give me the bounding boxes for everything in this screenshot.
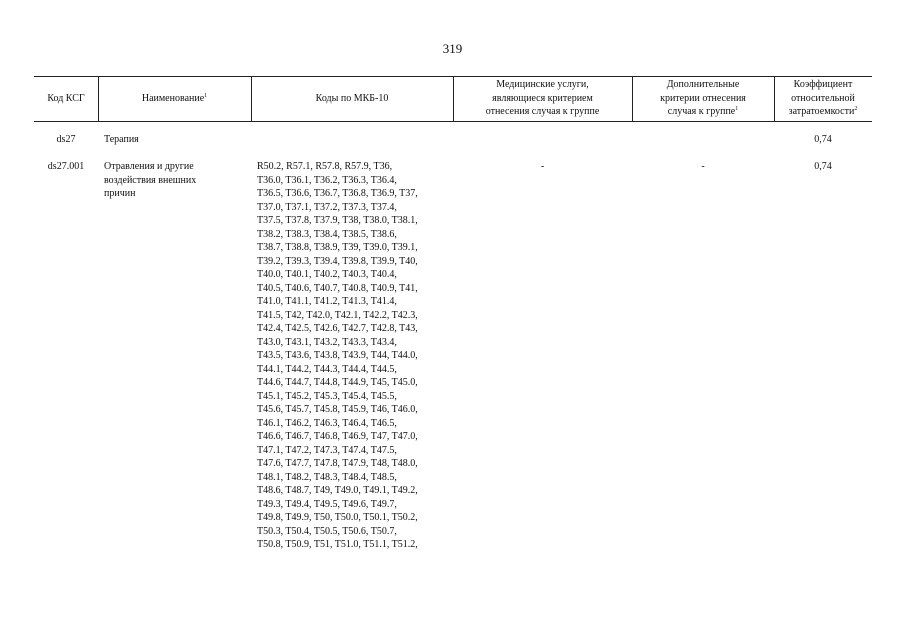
icd-code-line: T46.6, T46.7, T46.8, T46.9, T47, T47.0,: [257, 431, 418, 442]
row-services-value: -: [540, 161, 545, 172]
row-code-value: ds27.001: [47, 161, 85, 172]
header-icd-label: Коды по МКБ-10: [315, 93, 389, 104]
icd-code-line: T44.1, T44.2, T44.3, T44.4, T44.5,: [257, 363, 397, 375]
header-coef-line: затратоемкости: [788, 106, 855, 117]
header-coef-line: относительной: [791, 92, 855, 104]
icd-code-line: T41.0, T41.1, T41.2, T41.3, T41.4,: [257, 296, 397, 307]
row-coef-value: 0,74: [814, 134, 832, 145]
icd-code-line: T42.4, T42.5, T42.6, T42.7, T42.8, T43,: [257, 323, 418, 334]
header-icd: [251, 92, 453, 106]
icd-code-line: R50.2, R57.1, R57.8, R57.9, T36,: [257, 161, 393, 172]
icd-code-line: T50.8, T50.9, T51, T51.0, T51.1, T51.2,: [257, 539, 418, 550]
icd-code-line: T43.0, T43.1, T43.2, T43.3, T43.4,: [257, 336, 397, 348]
row-services: [453, 160, 632, 174]
table-header-bottom-rule: [34, 121, 872, 122]
row-code-value: ds27: [56, 134, 76, 145]
icd-code-line: T40.5, T40.6, T40.7, T40.8, T40.9, T41,: [257, 282, 418, 294]
icd-code-line: T36.5, T36.6, T36.7, T36.8, T36.9, T37,: [257, 188, 418, 199]
row-name-line: причин: [104, 188, 136, 199]
icd-code-line: T37.0, T37.1, T37.2, T37.3, T37.4,: [257, 201, 397, 213]
row-code: [34, 160, 98, 174]
header-code: [34, 92, 98, 106]
icd-code-line: T45.1, T45.2, T45.3, T45.4, T45.5,: [257, 390, 397, 402]
icd-code-line: T46.1, T46.2, T46.3, T46.4, T46.5,: [257, 417, 397, 429]
icd-code-line: T41.5, T42, T42.0, T42.1, T42.2, T42.3,: [257, 309, 418, 321]
icd-code-line: T43.5, T43.6, T43.8, T43.9, T44, T44.0,: [257, 350, 418, 361]
icd-code-line: T49.8, T49.9, T50, T50.0, T50.1, T50.2,: [257, 512, 418, 523]
row-name-line: воздействия внешних: [104, 174, 197, 186]
icd-code-line: T48.1, T48.2, T48.3, T48.4, T48.5,: [257, 471, 397, 483]
icd-code-line: T37.5, T37.8, T37.9, T38, T38.0, T38.1,: [257, 215, 418, 226]
header-extra: [632, 78, 774, 119]
icd-code-line: T45.6, T45.7, T45.8, T45.9, T46, T46.0,: [257, 404, 418, 415]
icd-code-line: T47.6, T47.7, T47.8, T47.9, T48, T48.0,: [257, 458, 418, 469]
row-extra: [632, 160, 774, 174]
row-coef-value: 0,74: [814, 161, 832, 172]
header-extra-line: Дополнительные: [666, 79, 740, 90]
header-services-line: являющиеся критерием: [492, 92, 593, 104]
header-services-line: отнесения случая к группе: [485, 106, 600, 117]
header-name-label: Наименование: [141, 93, 205, 104]
footnote-marker: 2: [854, 106, 858, 112]
icd-code-line: T40.0, T40.1, T40.2, T40.3, T40.4,: [257, 269, 397, 280]
row-coef: [774, 160, 872, 174]
page-number: 319: [442, 41, 463, 56]
header-coef-line: Коэффициент: [793, 79, 853, 90]
row-name: [104, 133, 249, 147]
header-extra-line: критерии отнесения: [660, 92, 746, 104]
icd-code-line: T47.1, T47.2, T47.3, T47.4, T47.5,: [257, 444, 397, 456]
header-extra-line: случая к группе: [667, 106, 736, 117]
footnote-marker: 1: [204, 93, 208, 99]
row-name-line: Терапия: [104, 134, 139, 145]
icd-code-line: T49.3, T49.4, T49.5, T49.6, T49.7,: [257, 498, 397, 510]
icd-code-line: T44.6, T44.7, T44.8, T44.9, T45, T45.0,: [257, 377, 418, 388]
icd-code-line: T50.3, T50.4, T50.5, T50.6, T50.7,: [257, 525, 397, 537]
header-services: [453, 78, 632, 119]
row-name: [104, 160, 249, 201]
row-code: [34, 133, 98, 147]
footnote-marker: 1: [735, 106, 739, 112]
icd-code-line: T39.2, T39.3, T39.4, T39.8, T39.9, T40,: [257, 255, 418, 267]
row-coef: [774, 133, 872, 147]
icd-code-line: T48.6, T48.7, T49, T49.0, T49.1, T49.2,: [257, 485, 418, 496]
row-extra-value: -: [701, 161, 705, 172]
header-code-label: Код КСГ: [47, 93, 85, 104]
icd-code-line: T38.7, T38.8, T38.9, T39, T39.0, T39.1,: [257, 242, 418, 253]
header-services-line: Медицинские услуги,: [496, 79, 589, 90]
header-name: [98, 92, 251, 106]
row-name-line: Отравления и другие: [104, 161, 194, 172]
icd-code-line: T36.0, T36.1, T36.2, T36.3, T36.4,: [257, 174, 397, 186]
row-icd-codes: [257, 160, 453, 552]
icd-code-line: T38.2, T38.3, T38.4, T38.5, T38.6,: [257, 228, 397, 240]
header-coef: [774, 78, 872, 119]
